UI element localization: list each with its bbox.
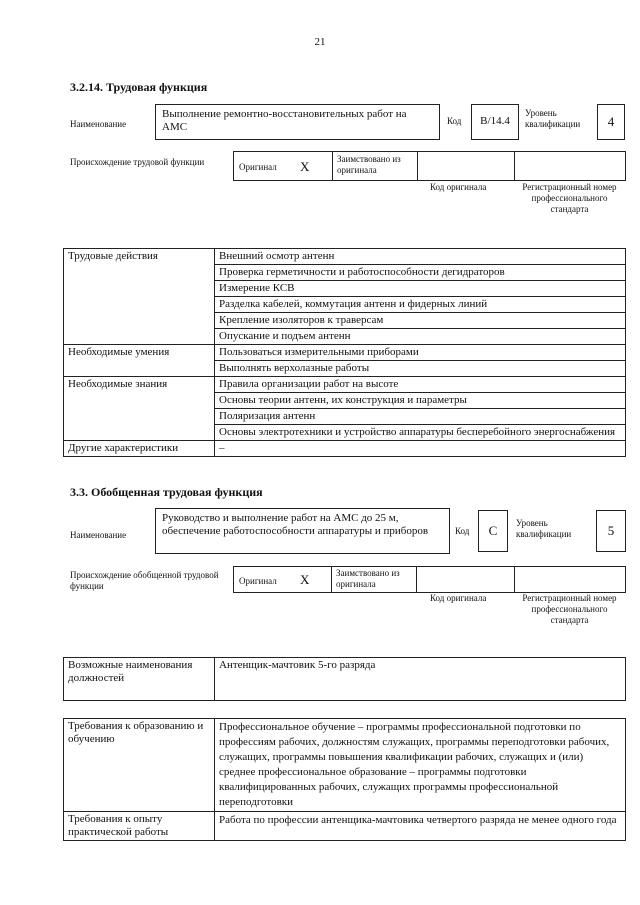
other-value: – [215, 441, 626, 457]
original-mark: X [300, 159, 310, 174]
origin-label-2: Происхождение обобщенной трудовой функции [70, 570, 219, 591]
page-number: 21 [314, 36, 326, 48]
function-name [155, 104, 440, 140]
level-label: Уровень квалификации [525, 108, 581, 129]
positions-value: Антенщик-мачтовик 5-го разряда [215, 658, 626, 701]
labor-actions-table [63, 248, 626, 457]
other-label: Другие характеристики [64, 441, 215, 457]
origin-row [233, 151, 626, 181]
action-item: Проверка герметичности и работоспособности дегидраторов [215, 265, 626, 281]
borrowed-label: Заимствовано из оригинала [337, 154, 401, 175]
code-label: Код [447, 116, 462, 126]
original-label: Оригинал [239, 162, 277, 172]
origin-label: Происхождение трудовой функции [70, 157, 205, 167]
education-label: Требования к образованию и обучению [64, 719, 215, 812]
reg-number-label: Регистрационный номер профессионального стандарта [522, 182, 617, 214]
positions-table [63, 657, 626, 701]
reg-number-label-2: Регистрационный номер профессионального стандарта [522, 593, 617, 625]
action-item: Опускание и подъем антенн [215, 329, 626, 345]
level-label-2: Уровень квалификации [516, 518, 572, 539]
name-label-2: Наименование [70, 530, 127, 540]
original-mark-2: X [300, 572, 310, 587]
action-item: Разделка кабелей, коммутация антенн и фидерных линий [215, 297, 626, 313]
actions-label: Трудовые действия [64, 249, 215, 345]
knowledge-label: Необходимые знания [64, 377, 215, 441]
skills-label: Необходимые умения [64, 345, 215, 377]
code-value-2: C [478, 510, 508, 552]
level-value: 4 [597, 104, 625, 140]
knowledge-item: Поляризация антенн [215, 409, 626, 425]
experience-label: Требования к опыту практической работы [64, 812, 215, 841]
skill-item: Пользоваться измерительными приборами [215, 345, 626, 361]
section-heading: 3.2.14. Трудовая функция [70, 80, 208, 94]
action-item: Внешний осмотр антенн [215, 249, 626, 265]
requirements-table [63, 718, 626, 841]
knowledge-item: Основы теории антенн, их конструкция и параметры [215, 393, 626, 409]
level-value-2: 5 [596, 510, 626, 552]
knowledge-item: Правила организации работ на высоте [215, 377, 626, 393]
code-value: B/14.4 [471, 104, 519, 140]
general-function-name [155, 508, 450, 554]
action-item: Крепление изоляторов к траверсам [215, 313, 626, 329]
general-function-name-text: Руководство и выполнение работ на АМС до 25 м, обеспечение работоспособности аппаратуры и приборов [162, 512, 429, 537]
code-original-label: Код оригинала [430, 182, 487, 192]
positions-label: Возможные наименования должностей [64, 658, 215, 701]
code-label-2: Код [455, 526, 470, 536]
original-label-2: Оригинал [239, 576, 277, 586]
origin-row-2 [233, 566, 626, 593]
action-item: Измерение КСВ [215, 281, 626, 297]
function-name-text: Выполнение ремонтно-восстановительных работ на АМС [162, 108, 407, 133]
experience-value: Работа по профессии антенщика-мачтовика четвертого разряда не менее одного года [215, 812, 626, 841]
code-original-label-2: Код оригинала [430, 593, 487, 603]
education-value: Профессиональное обучение – программы профессиональной подготовки по профессиям рабочих, должностям служащих, программы переподготовки рабочих, служащих, программы повышения квалификации рабочих, служащих и (или) среднее профессиональное образование – программы подготовки квалифицированных рабочих, служащих программы профессиональной переподготовки [215, 719, 626, 812]
skill-item: Выполнять верхолазные работы [215, 361, 626, 377]
borrowed-label-2: Заимствовано из оригинала [336, 568, 400, 589]
section-heading-2: 3.3. Обобщенная трудовая функция [70, 485, 263, 499]
knowledge-item: Основы электротехники и устройство аппаратуры бесперебойного энергоснабжения [215, 425, 626, 441]
name-label: Наименование [70, 119, 127, 129]
